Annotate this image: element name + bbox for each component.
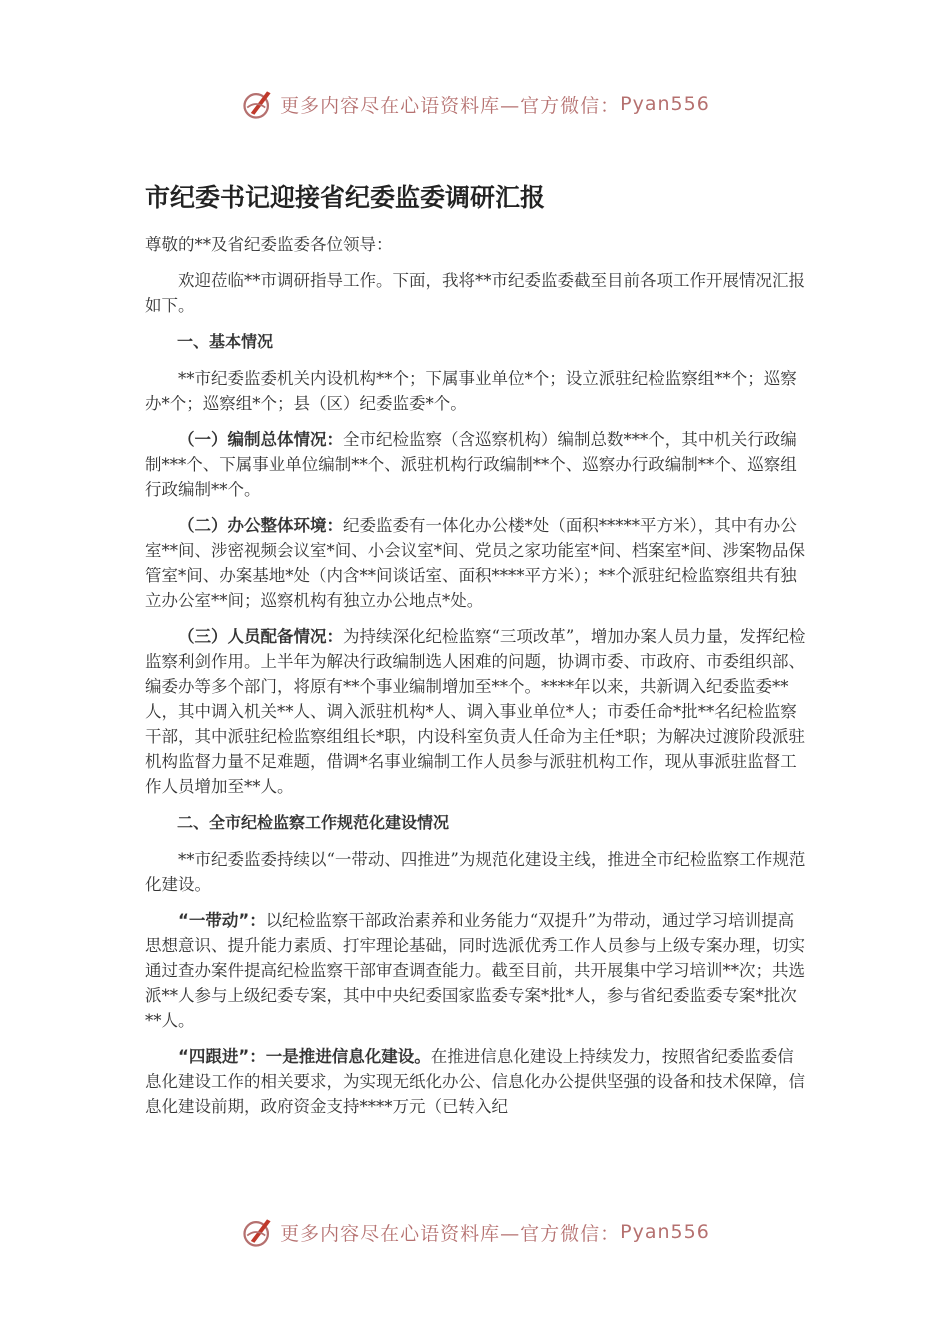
watermark-footer xyxy=(0,1212,950,1252)
personnel-label: （三）人员配备情况： xyxy=(178,627,343,646)
personnel-text: 为持续深化纪检监察“三项改革”，增加办案人员力量，发挥纪检监察利剑作用。上半年为解决行政编制选人困难的问题，协调市委、市政府、市委组织部、编委办等多个部门，将原有**个事业编制增加至**个。****年以来，共新调入纪委监委**人，其中调入机关**人、调入派驻机构*人、调入事业单位*人；市委任命*批**名纪检监察干部，其中派驻纪检监察组组长*职，内设科室负责人任命为主任*职；为解决过渡阶段派驻机构监督力量不足难题，借调*名事业编制工作人员参与派驻机构工作，现从事派驻监督工作人员增加至**人。 xyxy=(145,627,806,796)
document-body xyxy=(145,232,807,1130)
section-heading-standardization: 二、全市纪检监察工作规范化建设情况 xyxy=(177,813,450,832)
staffing-quota-label: （一）编制总体情况： xyxy=(178,430,343,449)
section-heading-basic: 一、基本情况 xyxy=(177,332,274,351)
one-drive-label: “一带动”： xyxy=(178,911,266,930)
document-title: 市纪委书记迎接省纪委监委调研汇报 xyxy=(145,183,546,212)
staffing-quota-text: 全市纪检监察（含巡察机构）编制总数***个，其中机关行政编制***个、下属事业单位编制**个、派驻机构行政编制**个、巡察办行政编制**个、巡察组行政编制**个。 xyxy=(145,430,797,499)
office-environment-text: 纪委监委有一体化办公楼*处（面积*****平方米），其中有办公室**间、涉密视频会议室*间、小会议室*间、党员之家功能室*间、档案室*间、涉案物品保管室*间、办案基地*处（内含**间谈话室、面积****平方米）；**个派驻纪检监察组共有独立办公室**间；巡察机构有独立办公地点*处。 xyxy=(145,516,805,610)
watermark-text: 更多内容尽在心语资料库—官方微信： xyxy=(280,1222,621,1245)
watermark-text: 更多内容尽在心语资料库—官方微信： xyxy=(280,94,621,117)
personnel-paragraph xyxy=(145,624,807,799)
one-drive-text: 以纪检监察干部政治素养和业务能力“双提升”为带动，通过学习培训提高思想意识、提升能力素质、打牢理论基础，同时选派优秀工作人员参与上级专案办理，切实通过查办案件提高纪检监察干部审查调查能力。截至目前，共开展集中学习培训**次；共选派**人参与上级纪委专案，其中中央纪委国家监委专案*批*人，参与省纪委监委专案*批次**人。 xyxy=(145,911,805,1030)
four-follow-label: “四跟进”：一是推进信息化建设。 xyxy=(178,1047,431,1066)
quill-logo-icon xyxy=(240,86,276,122)
watermark-wechat-id: Pyan556 xyxy=(620,1221,710,1243)
four-follow-paragraph xyxy=(145,1044,807,1119)
quill-logo-icon xyxy=(240,1214,276,1250)
office-environment-label: （二）办公整体环境： xyxy=(178,516,343,535)
intro-paragraph: 欢迎莅临**市调研指导工作。下面，我将**市纪委监委截至目前各项工作开展情况汇报如下。 xyxy=(145,271,805,315)
four-follow-text: 在推进信息化建设上持续发力，按照省纪委监委信息化建设工作的相关要求，为实现无纸化办公、信息化办公提供坚强的设备和技术保障，信息化建设前期，政府资金支持****万元（已转入纪 xyxy=(145,1047,805,1116)
standardization-overview-paragraph: **市纪委监委持续以“一带动、四推进”为规范化建设主线，推进全市纪检监察工作规范化建设。 xyxy=(145,850,806,894)
basic-overview-paragraph: **市纪委监委机关内设机构**个；下属事业单位*个；设立派驻纪检监察组**个；巡察办*个；巡察组*个；县（区）纪委监委*个。 xyxy=(145,369,797,413)
one-drive-paragraph xyxy=(145,908,807,1033)
staffing-quota-paragraph xyxy=(145,427,807,502)
watermark-wechat-id: Pyan556 xyxy=(620,93,710,115)
watermark-header xyxy=(0,84,950,124)
office-environment-paragraph xyxy=(145,513,807,613)
greeting: 尊敬的**及省纪委监委各位领导： xyxy=(145,235,393,254)
